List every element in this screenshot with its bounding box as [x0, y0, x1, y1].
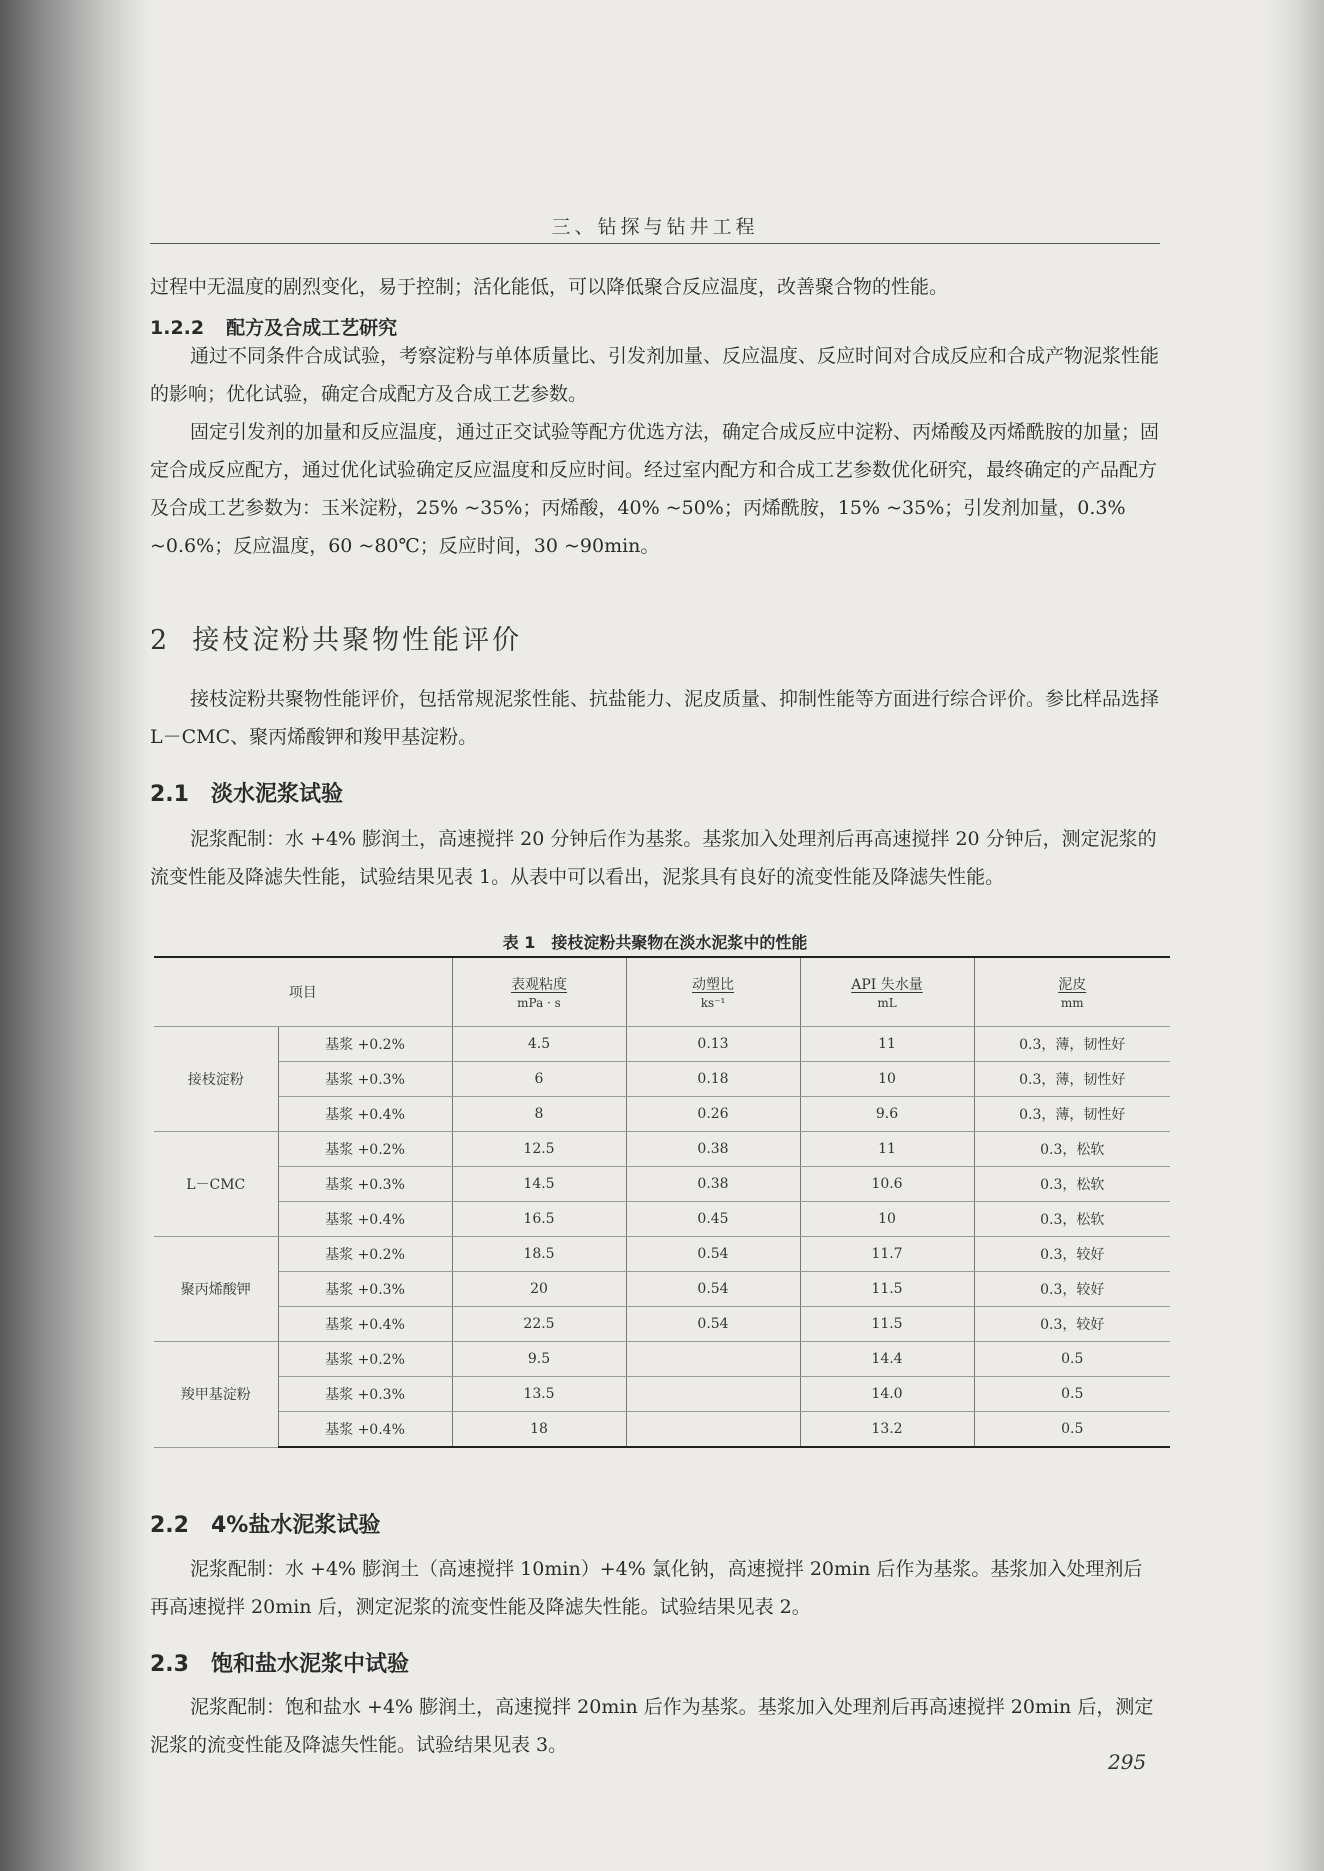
table-row: [154, 1027, 1170, 1062]
condition-cell: 基浆 +0.4%: [278, 1202, 452, 1237]
condition-cell: 基浆 +0.3%: [278, 1062, 452, 1097]
header-item: 项目: [154, 957, 452, 1027]
ratio-cell: 0.45: [626, 1202, 800, 1237]
ratio-cell: 0.18: [626, 1062, 800, 1097]
viscosity-cell: 16.5: [452, 1202, 626, 1237]
running-header: 三、钻探与钻井工程: [551, 216, 759, 238]
cake-cell: 0.5: [974, 1342, 1170, 1377]
viscosity-cell: 4.5: [452, 1027, 626, 1062]
api-cell: 11: [800, 1132, 974, 1167]
group-name-cell: 接枝淀粉: [154, 1027, 278, 1132]
section-number: 2.1: [150, 782, 189, 807]
table-caption: 表 1 接枝淀粉共聚物在淡水泥浆中的性能: [502, 933, 808, 952]
section-number: 2.3: [150, 1652, 189, 1677]
section-heading-2: [150, 618, 522, 657]
page-number: 295: [1108, 1750, 1147, 1774]
api-cell: 14.0: [800, 1377, 974, 1412]
cake-cell: 0.3，松软: [974, 1167, 1170, 1202]
condition-cell: 基浆 +0.4%: [278, 1412, 452, 1448]
cake-cell: 0.3，较好: [974, 1272, 1170, 1307]
section-number: 2.2: [150, 1513, 189, 1538]
paragraph-2-2: 泥浆配制：水 +4% 膨润土（高速搅拌 10min）+4% 氯化钠，高速搅拌 20min 后作为基浆。基浆加入处理剂后再高速搅拌 20min 后，测定泥浆的流变性能及降滤失性能。试验结果见表 2。: [150, 1558, 1143, 1618]
api-cell: 14.4: [800, 1342, 974, 1377]
ratio-cell: 0.54: [626, 1307, 800, 1342]
api-cell: 13.2: [800, 1412, 974, 1448]
cake-cell: 0.5: [974, 1412, 1170, 1448]
table-row: [154, 1097, 1170, 1132]
group-name-cell: 羧甲基淀粉: [154, 1342, 278, 1448]
section-title: 接枝淀粉共聚物性能评价: [192, 625, 523, 656]
cake-cell: 0.3，较好: [974, 1237, 1170, 1272]
condition-cell: 基浆 +0.2%: [278, 1027, 452, 1062]
section-heading-2-1: [150, 777, 343, 808]
table-row: [154, 1412, 1170, 1448]
table-header-row: [154, 957, 1170, 1027]
api-cell: 10: [800, 1202, 974, 1237]
api-cell: 11.5: [800, 1307, 974, 1342]
table-row: [154, 1272, 1170, 1307]
api-cell: 11.5: [800, 1272, 974, 1307]
header-api: API 失水量 mL: [800, 957, 974, 1027]
viscosity-cell: 8: [452, 1097, 626, 1132]
cake-cell: 0.3，薄，韧性好: [974, 1097, 1170, 1132]
condition-cell: 基浆 +0.4%: [278, 1307, 452, 1342]
header-ratio: 动塑比 ks⁻¹: [626, 957, 800, 1027]
viscosity-cell: 18: [452, 1412, 626, 1448]
header-viscosity: 表观粘度 mPa · s: [452, 957, 626, 1027]
cake-cell: 0.5: [974, 1377, 1170, 1412]
paragraph-2-3: 泥浆配制：饱和盐水 +4% 膨润土，高速搅拌 20min 后作为基浆。基浆加入处理剂后再高速搅拌 20min 后，测定泥浆的流变性能及降滤失性能。试验结果见表 3。: [150, 1696, 1154, 1756]
table-row: [154, 1202, 1170, 1237]
section-title: 淡水泥浆试验: [210, 782, 343, 807]
section-number: 1.2.2: [150, 317, 205, 339]
viscosity-cell: 13.5: [452, 1377, 626, 1412]
section-heading-1-2-2: [150, 313, 397, 340]
ratio-cell: 0.54: [626, 1237, 800, 1272]
table-row: [154, 1167, 1170, 1202]
section-heading-2-2: [150, 1508, 380, 1539]
viscosity-cell: 9.5: [452, 1342, 626, 1377]
ratio-cell: 0.13: [626, 1027, 800, 1062]
table-row: [154, 1342, 1170, 1377]
cake-cell: 0.3，薄，韧性好: [974, 1027, 1170, 1062]
viscosity-cell: 14.5: [452, 1167, 626, 1202]
condition-cell: 基浆 +0.3%: [278, 1377, 452, 1412]
table-row: [154, 1307, 1170, 1342]
condition-cell: 基浆 +0.3%: [278, 1272, 452, 1307]
section-heading-2-3: [150, 1647, 409, 1678]
paragraph-1-2-2-b: 固定引发剂的加量和反应温度，通过正交试验等配方优选方法，确定合成反应中淀粉、丙烯酸及丙烯酰胺的加量；固定合成反应配方，通过优化试验确定反应温度和反应时间。经过室内配方和合成工艺参数优化研究，最终确定的产品配方及合成工艺参数为：玉米淀粉，25% ~35%；丙烯酸，40% ~50%；丙烯酰胺，15% ~35%；引发剂加量，0.3% ~0.6%；反应温度，60 ~80℃；反应时间，30 ~90min。: [150, 421, 1160, 557]
page-gutter-shadow: [0, 0, 150, 1871]
condition-cell: 基浆 +0.2%: [278, 1237, 452, 1272]
section-title: 饱和盐水泥浆中试验: [210, 1652, 409, 1677]
api-cell: 11.7: [800, 1237, 974, 1272]
section-number: 2: [150, 625, 171, 656]
paragraph-2: 接枝淀粉共聚物性能评价，包括常规泥浆性能、抗盐能力、泥皮质量、抑制性能等方面进行综合评价。参比样品选择 L－CMC、聚丙烯酸钾和羧甲基淀粉。: [150, 688, 1160, 748]
viscosity-cell: 18.5: [452, 1237, 626, 1272]
ratio-cell: [626, 1412, 800, 1448]
table-row: [154, 1377, 1170, 1412]
cake-cell: 0.3，松软: [974, 1132, 1170, 1167]
ratio-cell: [626, 1377, 800, 1412]
api-cell: 10: [800, 1062, 974, 1097]
table-1: [154, 956, 1170, 1448]
ratio-cell: 0.26: [626, 1097, 800, 1132]
api-cell: 11: [800, 1027, 974, 1062]
api-cell: 10.6: [800, 1167, 974, 1202]
group-name-cell: L－CMC: [154, 1132, 278, 1237]
viscosity-cell: 20: [452, 1272, 626, 1307]
section-title: 配方及合成工艺研究: [226, 317, 398, 339]
viscosity-cell: 12.5: [452, 1132, 626, 1167]
viscosity-cell: 6: [452, 1062, 626, 1097]
paragraph-continued: 过程中无温度的剧烈变化，易于控制；活化能低，可以降低聚合反应温度，改善聚合物的性能。: [150, 276, 949, 298]
condition-cell: 基浆 +0.2%: [278, 1132, 452, 1167]
section-title: 4%盐水泥浆试验: [210, 1513, 381, 1538]
cake-cell: 0.3，较好: [974, 1307, 1170, 1342]
condition-cell: 基浆 +0.4%: [278, 1097, 452, 1132]
header-cake: 泥皮 mm: [974, 957, 1170, 1027]
ratio-cell: [626, 1342, 800, 1377]
table-row: [154, 1062, 1170, 1097]
ratio-cell: 0.54: [626, 1272, 800, 1307]
paragraph-1-2-2-a: 通过不同条件合成试验，考察淀粉与单体质量比、引发剂加量、反应温度、反应时间对合成反应和合成产物泥浆性能的影响；优化试验，确定合成配方及合成工艺参数。: [150, 345, 1160, 405]
document-page: [150, 0, 1180, 1871]
page-edge-shadow: [1264, 0, 1324, 1871]
table-row: [154, 1132, 1170, 1167]
cake-cell: 0.3，松软: [974, 1202, 1170, 1237]
group-name-cell: 聚丙烯酸钾: [154, 1237, 278, 1342]
condition-cell: 基浆 +0.2%: [278, 1342, 452, 1377]
api-cell: 9.6: [800, 1097, 974, 1132]
header-rule: [150, 243, 1160, 244]
table-row: [154, 1237, 1170, 1272]
ratio-cell: 0.38: [626, 1132, 800, 1167]
ratio-cell: 0.38: [626, 1167, 800, 1202]
cake-cell: 0.3，薄，韧性好: [974, 1062, 1170, 1097]
paragraph-2-1: 泥浆配制：水 +4% 膨润土，高速搅拌 20 分钟后作为基浆。基浆加入处理剂后再高速搅拌 20 分钟后，测定泥浆的流变性能及降滤失性能，试验结果见表 1。从表中可以看出，泥浆具有良好的流变性能及降滤失性能。: [150, 828, 1157, 888]
viscosity-cell: 22.5: [452, 1307, 626, 1342]
condition-cell: 基浆 +0.3%: [278, 1167, 452, 1202]
